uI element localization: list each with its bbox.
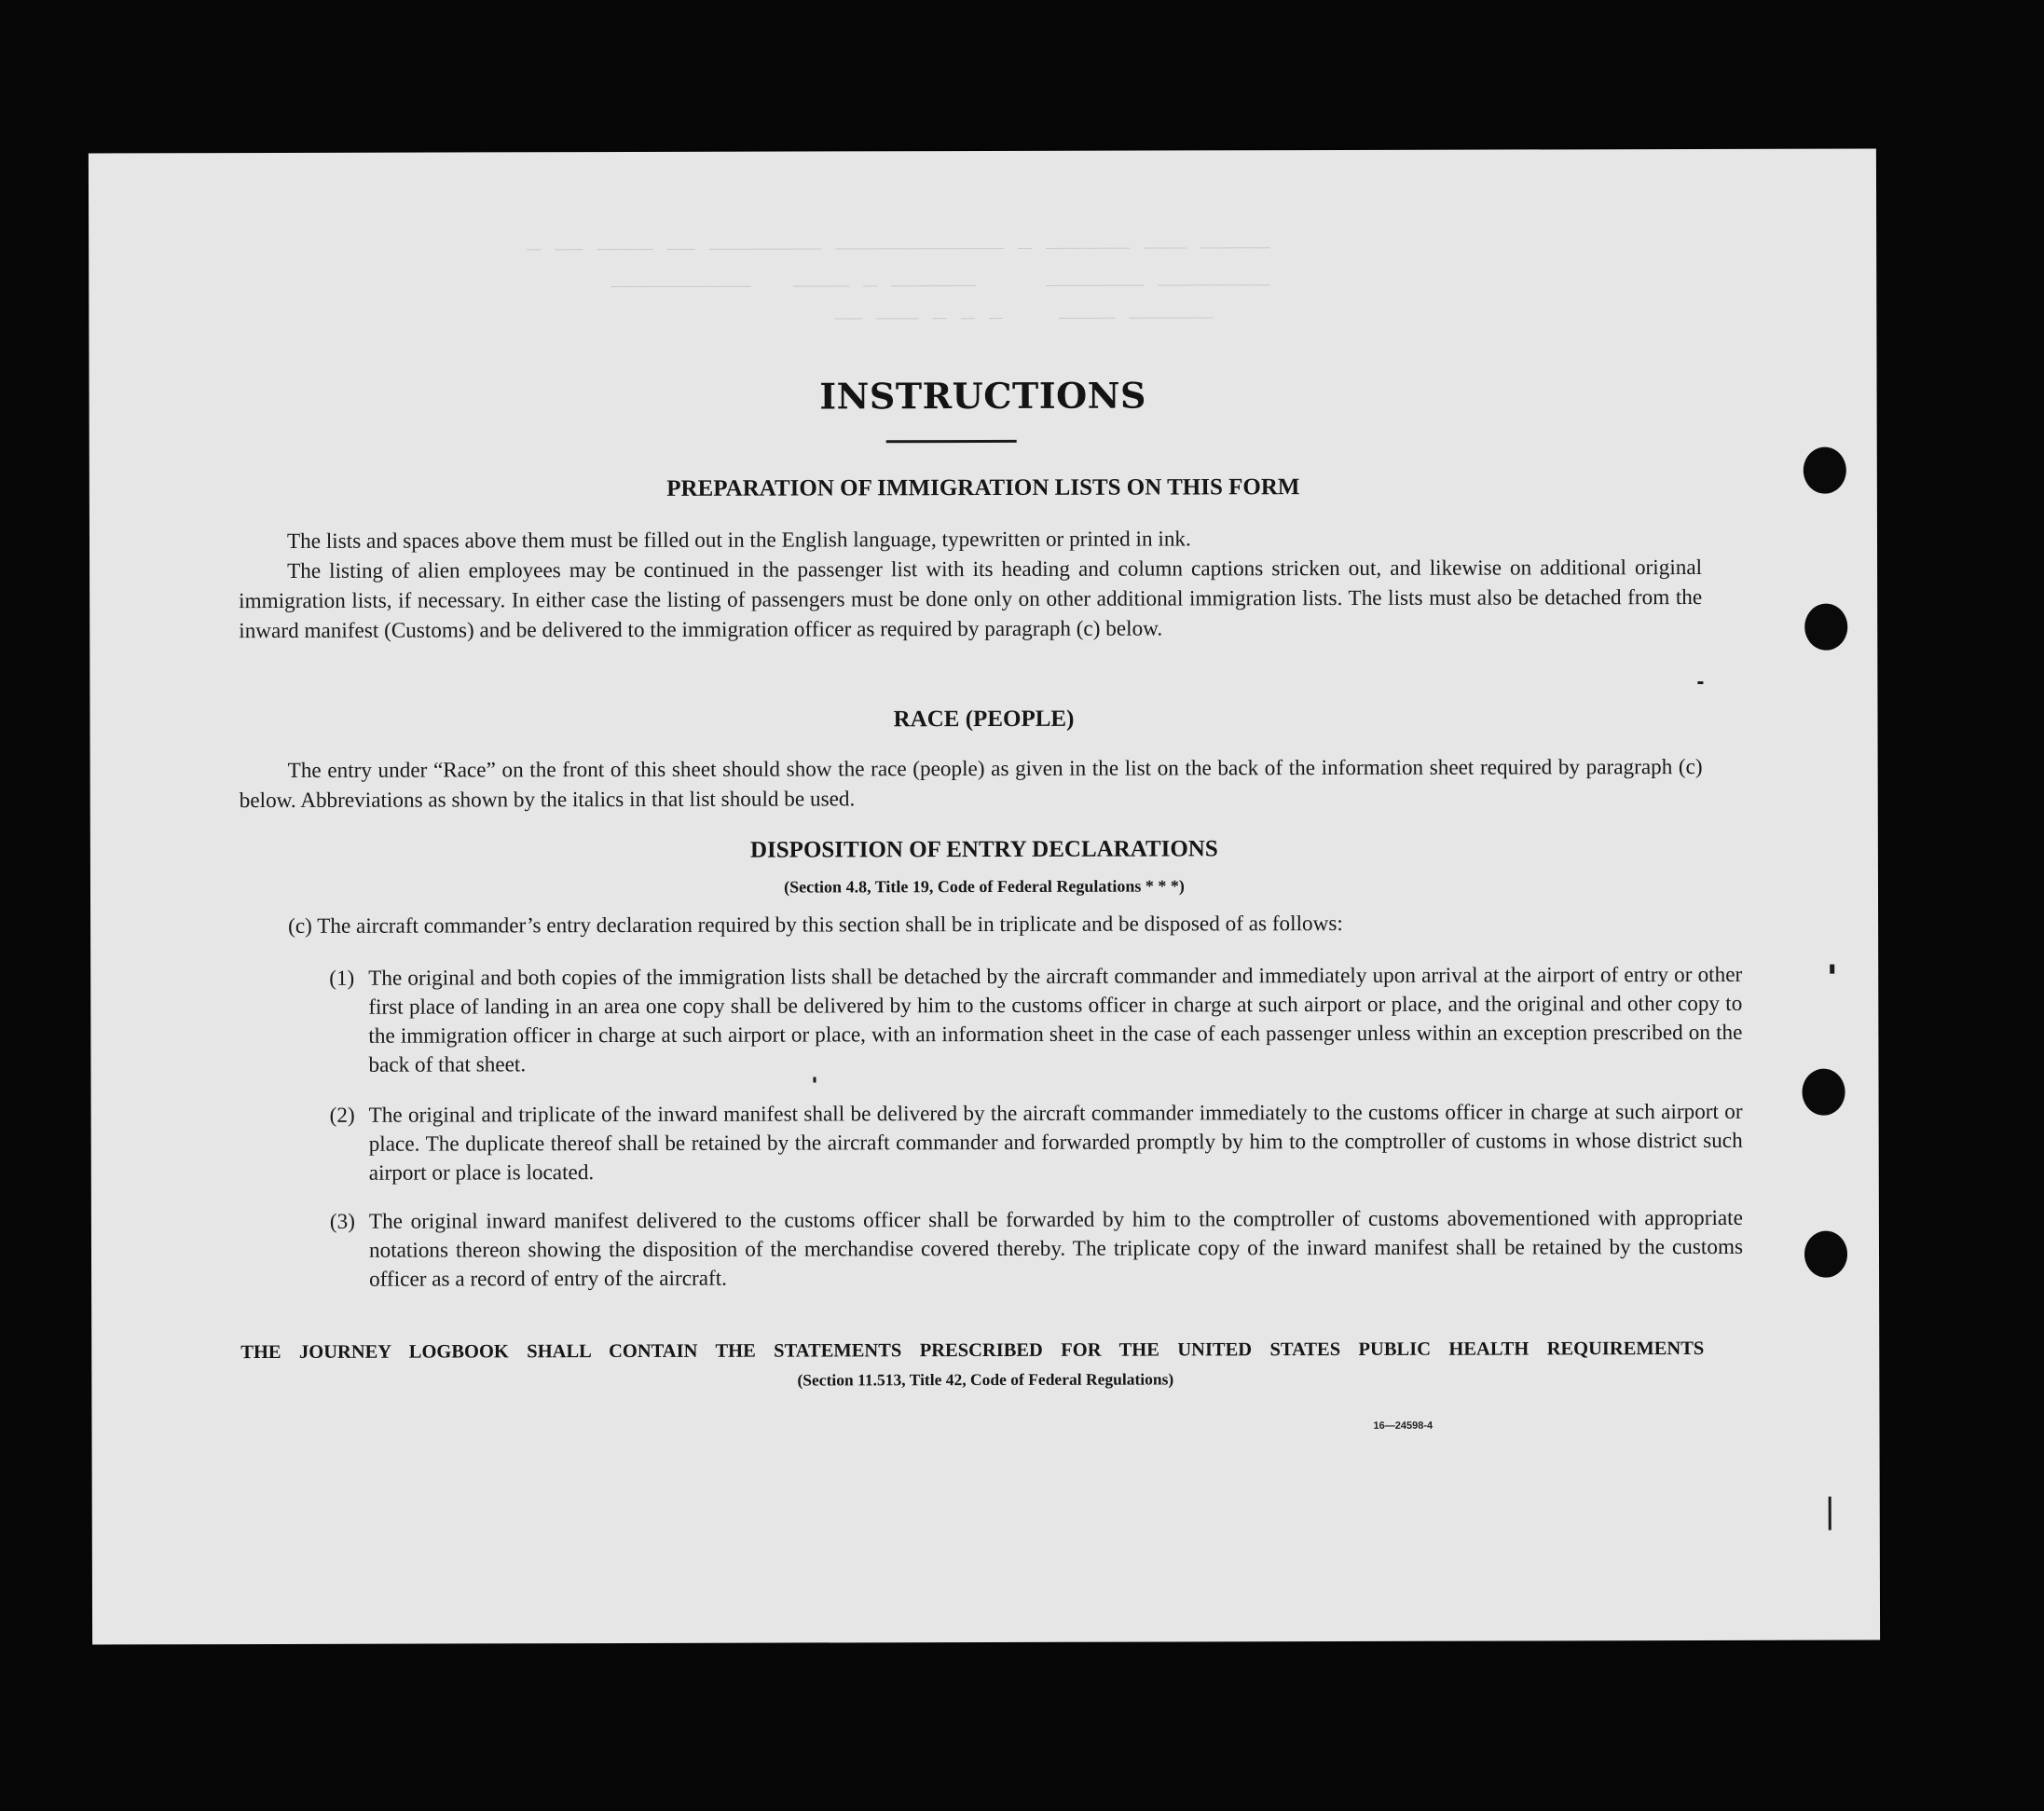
section-heading-race: RACE (PEOPLE) bbox=[893, 706, 1075, 733]
list-item-number: (2) bbox=[329, 1103, 355, 1128]
logbook-statement: THE JOURNEY LOGBOOK SHALL CONTAIN THE STATEMENTS PRESCRIBED FOR THE UNITED STATES PUBLIC HEALTH REQUIREMENTS bbox=[240, 1338, 1705, 1364]
scan-speck bbox=[1829, 1497, 1831, 1530]
logbook-citation: (Section 11.513, Title 42, Code of Federal Regulations) bbox=[797, 1369, 1174, 1390]
paragraph-race: The entry under “Race” on the front of this sheet should show the race (people) as given in the list on the back of the information sheet required by paragraph (c) below. Abbreviations as shown by the italics in that list should be used. bbox=[239, 754, 1703, 814]
list-item-text: The original and triplicate of the inward manifest shall be delivered by the aircraft commander immediately to the customs officer in charge at such airport or place. The duplicate thereof shall be retained by the aircraft commander and forwarded promptly by him to the comptroller of customs in whose district such airport or place is located. bbox=[368, 1099, 1743, 1186]
punch-hole bbox=[1802, 1069, 1845, 1116]
punch-hole bbox=[1804, 604, 1847, 651]
list-item-2 bbox=[330, 1098, 1743, 1188]
list-item-number: (1) bbox=[329, 966, 355, 991]
page-title: INSTRUCTIONS bbox=[819, 374, 1146, 418]
list-item-text: The original and both copies of the immigration lists shall be detached by the aircraft commander and immediately upon arrival at the airport of entry or other first place of landing in an area one copy shall be delivered by him to the customs officer in charge at such airport or place, and the original and other copy to the immigration officer in charge at such airport or place, with an information sheet in the case of each passenger unless within an exception prescribed on the back of that sheet. bbox=[368, 962, 1743, 1077]
paragraph-entry-declaration: (c) The aircraft commander’s entry declaration required by this section shall be in triplicate and be disposed of as follows: bbox=[288, 911, 1343, 939]
section-heading-disposition: DISPOSITION OF ENTRY DECLARATIONS bbox=[749, 836, 1218, 863]
document-page bbox=[89, 148, 1880, 1644]
scan-speck bbox=[1830, 965, 1834, 974]
section-citation-disposition: (Section 4.8, Title 19, Code of Federal Regulations * * *) bbox=[784, 876, 1185, 897]
list-item-1 bbox=[329, 961, 1742, 1080]
punch-hole bbox=[1804, 1231, 1847, 1278]
bleed-through-line: ‾ ‾‾ ‾‾‾‾ ‾‾ ‾‾‾‾‾‾‾‾ ‾‾‾‾‾‾‾‾‾‾‾‾ ‾ ‾‾‾‾‾‾ ‾‾‾ ‾‾‾‾‾ bbox=[527, 243, 1270, 273]
section-heading-preparation: PREPARATION OF IMMIGRATION LISTS ON THIS FORM bbox=[666, 474, 1300, 501]
bleed-through-line: ‾‾‾‾‾‾‾‾‾‾ ‾‾‾‾ ‾ ‾‾‾‾‾‾ ‾‾‾‾‾‾‾ ‾‾‾‾‾‾‾‾ bbox=[610, 281, 1270, 310]
title-underline bbox=[886, 440, 1017, 443]
bleed-through-line: ‾‾ ‾‾‾ ‾ ‾ ‾ ‾‾‾‾ ‾‾‾‾‾‾ bbox=[834, 313, 1214, 342]
list-item-3 bbox=[330, 1204, 1743, 1295]
list-item-text: The original inward manifest delivered to the customs officer shall be forwarded by him to the comptroller of customs abovementioned with appropriate notations thereon showing the disposition of the merchandise covered thereby. The triplicate copy of the inward manifest shall be retained by the customs officer as a record of entry of the aircraft. bbox=[368, 1205, 1744, 1292]
form-number: 16—24598-4 bbox=[1373, 1420, 1434, 1432]
scan-speck bbox=[1697, 681, 1703, 684]
paragraph-alien-employees: The listing of alien employees may be continued in the passenger list with its heading and column captions stricken out, and likewise on additional original immigration lists, if necessary. In either case the listing of passengers must be done only on other additional immigration lists. The lists must also be detached from the inward manifest (Customs) and be delivered to the immigration officer as required by paragraph (c) below. bbox=[239, 555, 1703, 644]
scan-speck bbox=[814, 1077, 816, 1082]
paragraph-english-language: The lists and spaces above them must be filled out in the English language, typewritten or printed in ink. bbox=[286, 527, 1191, 554]
list-item-number: (3) bbox=[329, 1209, 355, 1234]
